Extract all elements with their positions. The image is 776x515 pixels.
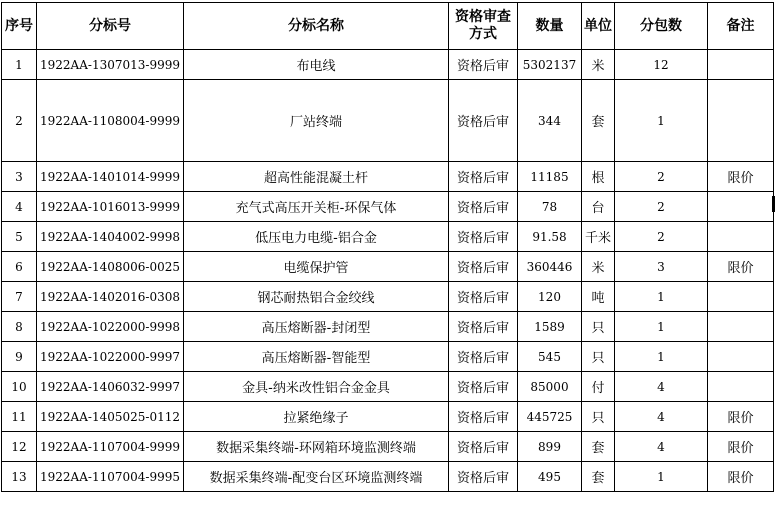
cell-remark: 限价 — [708, 252, 774, 282]
cell-seq: 7 — [2, 282, 37, 312]
cell-seq: 11 — [2, 402, 37, 432]
cell-lot-no: 1922AA-1402016-0308 — [37, 282, 184, 312]
cell-remark — [708, 192, 774, 222]
cell-packages: 1 — [615, 342, 708, 372]
table-row — [2, 282, 774, 312]
cell-seq: 3 — [2, 162, 37, 192]
cell-quantity: 1589 — [518, 312, 582, 342]
cell-quantity: 545 — [518, 342, 582, 372]
cell-quantity: 91.58 — [518, 222, 582, 252]
cell-seq: 5 — [2, 222, 37, 252]
cell-quantity: 495 — [518, 462, 582, 492]
cell-lot-name: 厂站终端 — [184, 80, 449, 162]
cell-seq: 6 — [2, 252, 37, 282]
cell-seq: 13 — [2, 462, 37, 492]
cell-unit: 套 — [582, 432, 615, 462]
header-quantity: 数量 — [518, 3, 582, 50]
table-row — [2, 342, 774, 372]
cell-lot-name: 超高性能混凝土杆 — [184, 162, 449, 192]
cell-unit: 只 — [582, 312, 615, 342]
cell-quantity: 445725 — [518, 402, 582, 432]
cell-remark — [708, 372, 774, 402]
cell-lot-no: 1922AA-1022000-9997 — [37, 342, 184, 372]
cell-lot-no: 1922AA-1401014-9999 — [37, 162, 184, 192]
table-row — [2, 312, 774, 342]
cell-lot-name: 金具-纳米改性铝合金金具 — [184, 372, 449, 402]
cell-packages: 1 — [615, 462, 708, 492]
cell-lot-name: 数据采集终端-环网箱环境监测终端 — [184, 432, 449, 462]
cell-packages: 4 — [615, 372, 708, 402]
cell-lot-name: 高压熔断器-封闭型 — [184, 312, 449, 342]
header-lot-no: 分标号 — [37, 3, 184, 50]
cell-review-method: 资格后审 — [449, 222, 518, 252]
table-row — [2, 50, 774, 80]
cell-seq: 4 — [2, 192, 37, 222]
cell-review-method: 资格后审 — [449, 432, 518, 462]
cell-remark: 限价 — [708, 432, 774, 462]
cell-packages: 1 — [615, 312, 708, 342]
cell-review-method: 资格后审 — [449, 372, 518, 402]
cell-review-method: 资格后审 — [449, 312, 518, 342]
cell-packages: 1 — [615, 80, 708, 162]
cell-lot-name: 低压电力电缆-铝合金 — [184, 222, 449, 252]
cell-remark: 限价 — [708, 462, 774, 492]
cell-lot-no: 1922AA-1108004-9999 — [37, 80, 184, 162]
cell-lot-no: 1922AA-1408006-0025 — [37, 252, 184, 282]
cell-seq: 1 — [2, 50, 37, 80]
cell-lot-no: 1922AA-1405025-0112 — [37, 402, 184, 432]
header-lot-name: 分标名称 — [184, 3, 449, 50]
cell-remark: 限价 — [708, 162, 774, 192]
cell-lot-no: 1922AA-1107004-9995 — [37, 462, 184, 492]
cell-unit: 付 — [582, 372, 615, 402]
cell-seq: 10 — [2, 372, 37, 402]
cell-unit: 套 — [582, 462, 615, 492]
table-row — [2, 192, 774, 222]
cell-review-method: 资格后审 — [449, 162, 518, 192]
cell-quantity: 360446 — [518, 252, 582, 282]
table-row — [2, 252, 774, 282]
cell-unit: 米 — [582, 50, 615, 80]
cell-unit: 米 — [582, 252, 615, 282]
table-row — [2, 222, 774, 252]
cell-review-method: 资格后审 — [449, 192, 518, 222]
cell-review-method: 资格后审 — [449, 402, 518, 432]
cell-packages: 12 — [615, 50, 708, 80]
cell-remark — [708, 282, 774, 312]
cell-unit: 千米 — [582, 222, 615, 252]
cell-packages: 2 — [615, 162, 708, 192]
cell-review-method: 资格后审 — [449, 252, 518, 282]
cell-quantity: 5302137 — [518, 50, 582, 80]
cell-review-method: 资格后审 — [449, 80, 518, 162]
cell-review-method: 资格后审 — [449, 462, 518, 492]
cell-lot-name: 数据采集终端-配变台区环境监测终端 — [184, 462, 449, 492]
cell-lot-name: 电缆保护管 — [184, 252, 449, 282]
cell-review-method: 资格后审 — [449, 50, 518, 80]
table-row — [2, 402, 774, 432]
cell-packages: 3 — [615, 252, 708, 282]
cell-lot-name: 布电线 — [184, 50, 449, 80]
cell-remark — [708, 50, 774, 80]
cell-quantity: 344 — [518, 80, 582, 162]
cell-quantity: 899 — [518, 432, 582, 462]
table-row — [2, 80, 774, 162]
header-review-method: 资格审查方式 — [449, 3, 518, 50]
cell-lot-name: 充气式高压开关柜-环保气体 — [184, 192, 449, 222]
cell-lot-name: 钢芯耐热铝合金绞线 — [184, 282, 449, 312]
cell-lot-no: 1922AA-1406032-9997 — [37, 372, 184, 402]
header-packages: 分包数 — [615, 3, 708, 50]
header-unit: 单位 — [582, 3, 615, 50]
header-remark: 备注 — [708, 3, 774, 50]
cell-lot-no: 1922AA-1404002-9998 — [37, 222, 184, 252]
cell-seq: 9 — [2, 342, 37, 372]
cell-quantity: 11185 — [518, 162, 582, 192]
cell-lot-no: 1922AA-1016013-9999 — [37, 192, 184, 222]
table-row — [2, 162, 774, 192]
cell-lot-no: 1922AA-1107004-9999 — [37, 432, 184, 462]
cell-unit: 台 — [582, 192, 615, 222]
cell-lot-name: 拉紧绝缘子 — [184, 402, 449, 432]
cell-unit: 根 — [582, 162, 615, 192]
cell-remark — [708, 342, 774, 372]
edge-marker — [772, 196, 775, 212]
cell-remark — [708, 80, 774, 162]
cell-packages: 2 — [615, 192, 708, 222]
cell-remark — [708, 312, 774, 342]
cell-packages: 2 — [615, 222, 708, 252]
table-header-row — [2, 3, 774, 50]
cell-remark — [708, 222, 774, 252]
header-seq: 序号 — [2, 3, 37, 50]
cell-seq: 8 — [2, 312, 37, 342]
cell-lot-no: 1922AA-1307013-9999 — [37, 50, 184, 80]
cell-review-method: 资格后审 — [449, 342, 518, 372]
cell-seq: 2 — [2, 80, 37, 162]
cell-quantity: 78 — [518, 192, 582, 222]
cell-unit: 吨 — [582, 282, 615, 312]
cell-seq: 12 — [2, 432, 37, 462]
cell-quantity: 120 — [518, 282, 582, 312]
cell-remark: 限价 — [708, 402, 774, 432]
bid-lots-table — [1, 2, 774, 492]
cell-packages: 1 — [615, 282, 708, 312]
cell-unit: 只 — [582, 342, 615, 372]
cell-packages: 4 — [615, 402, 708, 432]
cell-packages: 4 — [615, 432, 708, 462]
cell-quantity: 85000 — [518, 372, 582, 402]
cell-review-method: 资格后审 — [449, 282, 518, 312]
cell-unit: 只 — [582, 402, 615, 432]
cell-lot-no: 1922AA-1022000-9998 — [37, 312, 184, 342]
table-row — [2, 432, 774, 462]
table-row — [2, 372, 774, 402]
cell-lot-name: 高压熔断器-智能型 — [184, 342, 449, 372]
cell-unit: 套 — [582, 80, 615, 162]
table-row — [2, 462, 774, 492]
